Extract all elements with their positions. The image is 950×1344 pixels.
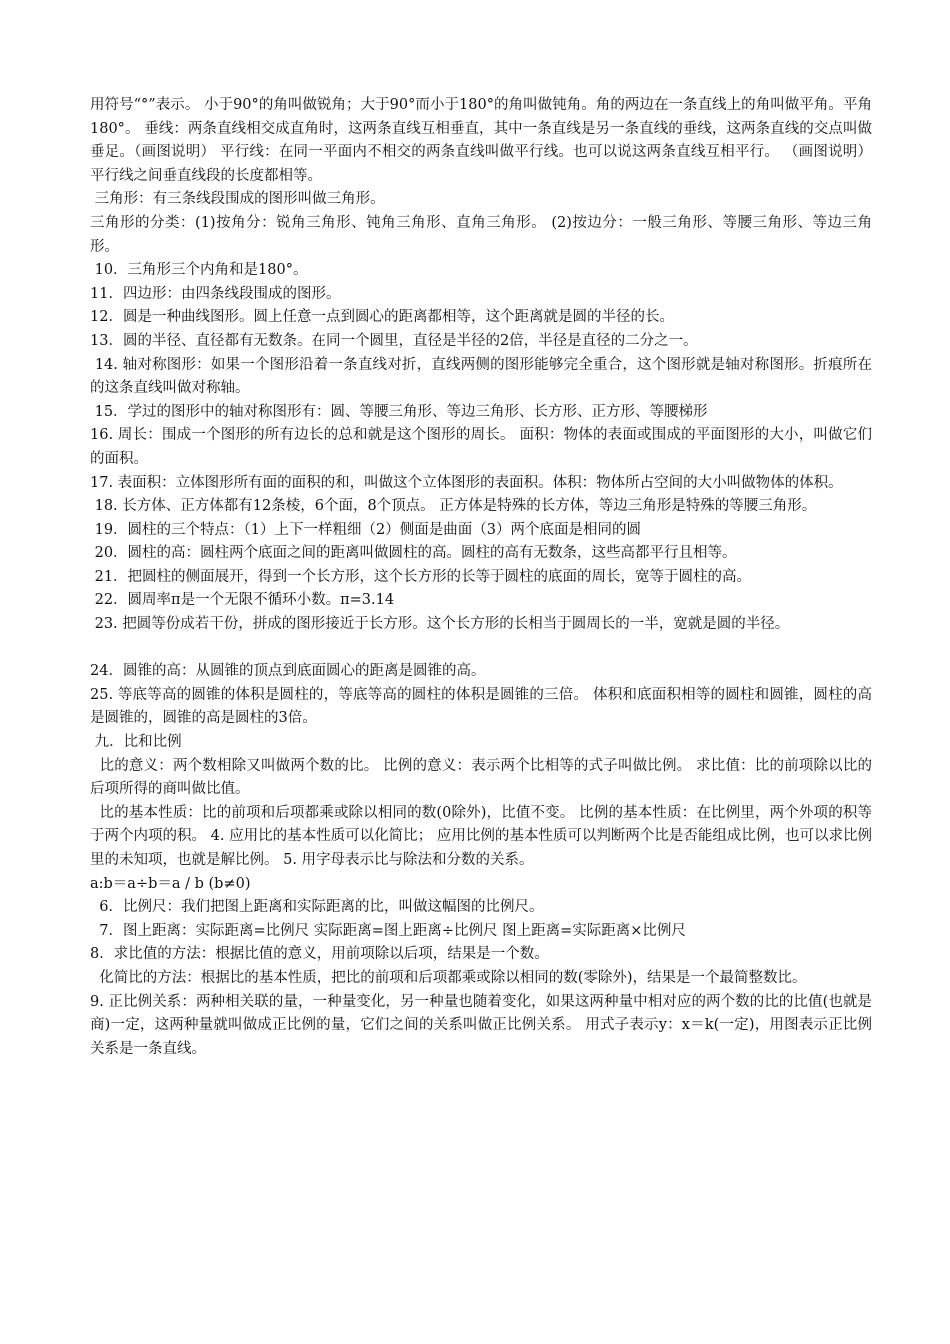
document-page bbox=[90, 94, 872, 1061]
paragraph-scale: 6．比例尺：我们把图上距离和实际距离的比，叫做这幅图的比例尺。 bbox=[90, 899, 544, 916]
paragraph-item-20: 20．圆柱的高：圆柱两个底面之间的距离叫做圆柱的高。圆柱的高有无数条，这些高都平行且相等。 bbox=[90, 545, 737, 562]
paragraph-item-18: 18. 长方体、正方体都有12条棱，6个面，8个顶点。 正方体是特殊的长方体，等边三角形是特殊的等腰三角形。 bbox=[90, 498, 817, 515]
paragraph-item-21: 21．把圆柱的侧面展开，得到一个长方形，这个长方形的长等于圆柱的底面的周长，宽等于圆柱的高。 bbox=[90, 568, 752, 585]
paragraph-direct-proportion: 9. 正比例关系：两种相关联的量，一种量变化，另一种量也随着变化，如果这两种量中相对应的两个数的比的比值(也就是商)一定，这两种量就叫做成正比例的量，它们之间的关系叫做正比例关系。 用式子表示y：x＝k(一定)，用图表示正比例关系是一条直线。 bbox=[90, 993, 872, 1057]
paragraph-map-distance: 7．图上距离：实际距离=比例尺 实际距离=图上距离÷比例尺 图上距离=实际距离×比例尺 bbox=[90, 922, 686, 939]
paragraph-simplify-ratio: 化简比的方法：根据比的基本性质，把比的前项和后项都乘或除以相同的数(零除外)，结果是一个最简整数比。 bbox=[90, 969, 807, 986]
section-heading-ratio: 九．比和比例 bbox=[90, 734, 182, 751]
paragraph-ratio-formula: a:b＝a÷b＝a / b (b≠0) bbox=[90, 875, 251, 892]
paragraph-item-17: 17. 表面积：立体图形所有面的面积的和，叫做这个立体图形的表面积。体积：物体所占空间的大小叫做物体的体积。 bbox=[90, 474, 843, 491]
blank-line bbox=[90, 637, 872, 661]
paragraph-ratio-value-method: 8．求比值的方法：根据比值的意义，用前项除以后项，结果是一个数。 bbox=[90, 946, 549, 963]
paragraph-item-16: 16. 周长：围成一个图形的所有边长的总和就是这个图形的周长。 面积：物体的表面或围成的平面图形的大小，叫做它们的面积。 bbox=[90, 427, 872, 467]
paragraph-item-15: 15．学过的图形中的轴对称图形有：圆、等腰三角形、等边三角形、长方形、正方形、等腰梯形 bbox=[90, 403, 708, 420]
paragraph-triangle-classification: 三角形的分类：(1)按角分：锐角三角形、钝角三角形、直角三角形。 (2)按边分：一般三角形、等腰三角形、等边三角形。 bbox=[90, 214, 872, 255]
paragraph-item-22: 22．圆周率π是一个无限不循环小数。π=3.14 bbox=[90, 592, 395, 609]
paragraph-ratio-properties: 比的基本性质：比的前项和后项都乘或除以相同的数(0除外)，比值不变。 比例的基本性质：在比例里，两个外项的积等于两个内项的积。 4. 应用比的基本性质可以化简比； 应用比例的基本性质可以判断两个比是否能组成比例，也可以求比例里的未知项，也就是解比例。 5. 用字母表示比与除法和分数的关系。 bbox=[90, 804, 872, 868]
paragraph-item-25: 25. 等底等高的圆锥的体积是圆柱的，等底等高的圆柱的体积是圆锥的三倍。 体积和底面积相等的圆柱和圆锥，圆柱的高是圆锥的，圆锥的高是圆柱的3倍。 bbox=[90, 686, 872, 727]
paragraph-item-24: 24．圆锥的高：从圆锥的顶点到底面圆心的距离是圆锥的高。 bbox=[90, 663, 486, 680]
paragraph-item-23: 23. 把圆等份成若干份，拼成的图形接近于长方形。这个长方形的长相当于圆周长的一半，宽就是圆的半径。 bbox=[90, 616, 790, 633]
paragraph-item-13: 13．圆的半径、直径都有无数条。在同一个圆里，直径是半径的2倍，半径是直径的二分之一。 bbox=[90, 332, 698, 349]
paragraph-triangle-definition: 三角形：有三条线段围成的图形叫做三角形。 bbox=[90, 191, 385, 208]
paragraph-item-12: 12．圆是一种曲线图形。圆上任意一点到圆心的距离都相等，这个距离就是圆的半径的长。 bbox=[90, 309, 674, 326]
paragraph-item-11: 11．四边形：由四条线段围成的图形。 bbox=[90, 285, 341, 302]
paragraph-angles-lines: 用符号“°”表示。 小于90°的角叫做锐角；大于90°而小于180°的角叫做钝角。角的两边在一条直线上的角叫做平角。平角180°。 垂线：两条直线相交成直角时，这两条直线互相垂直，其中一条直线是另一条直线的垂线，这两条直线的交点叫做垂足。（画图说明） 平行线：在同一平面内不相交的两条直线叫做平行线。也可以说这两条直线互相平行。 （画图说明）平行线之间垂直线段的长度都相等。 bbox=[90, 97, 872, 184]
paragraph-item-14: 14. 轴对称图形：如果一个图形沿着一条直线对折，直线两侧的图形能够完全重合，这个图形就是轴对称图形。折痕所在的这条直线叫做对称轴。 bbox=[90, 356, 872, 397]
paragraph-ratio-meaning: 比的意义：两个数相除又叫做两个数的比。 比例的意义：表示两个比相等的式子叫做比例。 求比值：比的前项除以比的后项所得的商叫做比值。 bbox=[90, 757, 873, 798]
paragraph-item-10: 10．三角形三个内角和是180°。 bbox=[90, 262, 308, 279]
paragraph-item-19: 19．圆柱的三个特点：（1）上下一样粗细（2）侧面是曲面（3）两个底面是相同的圆 bbox=[90, 521, 641, 538]
